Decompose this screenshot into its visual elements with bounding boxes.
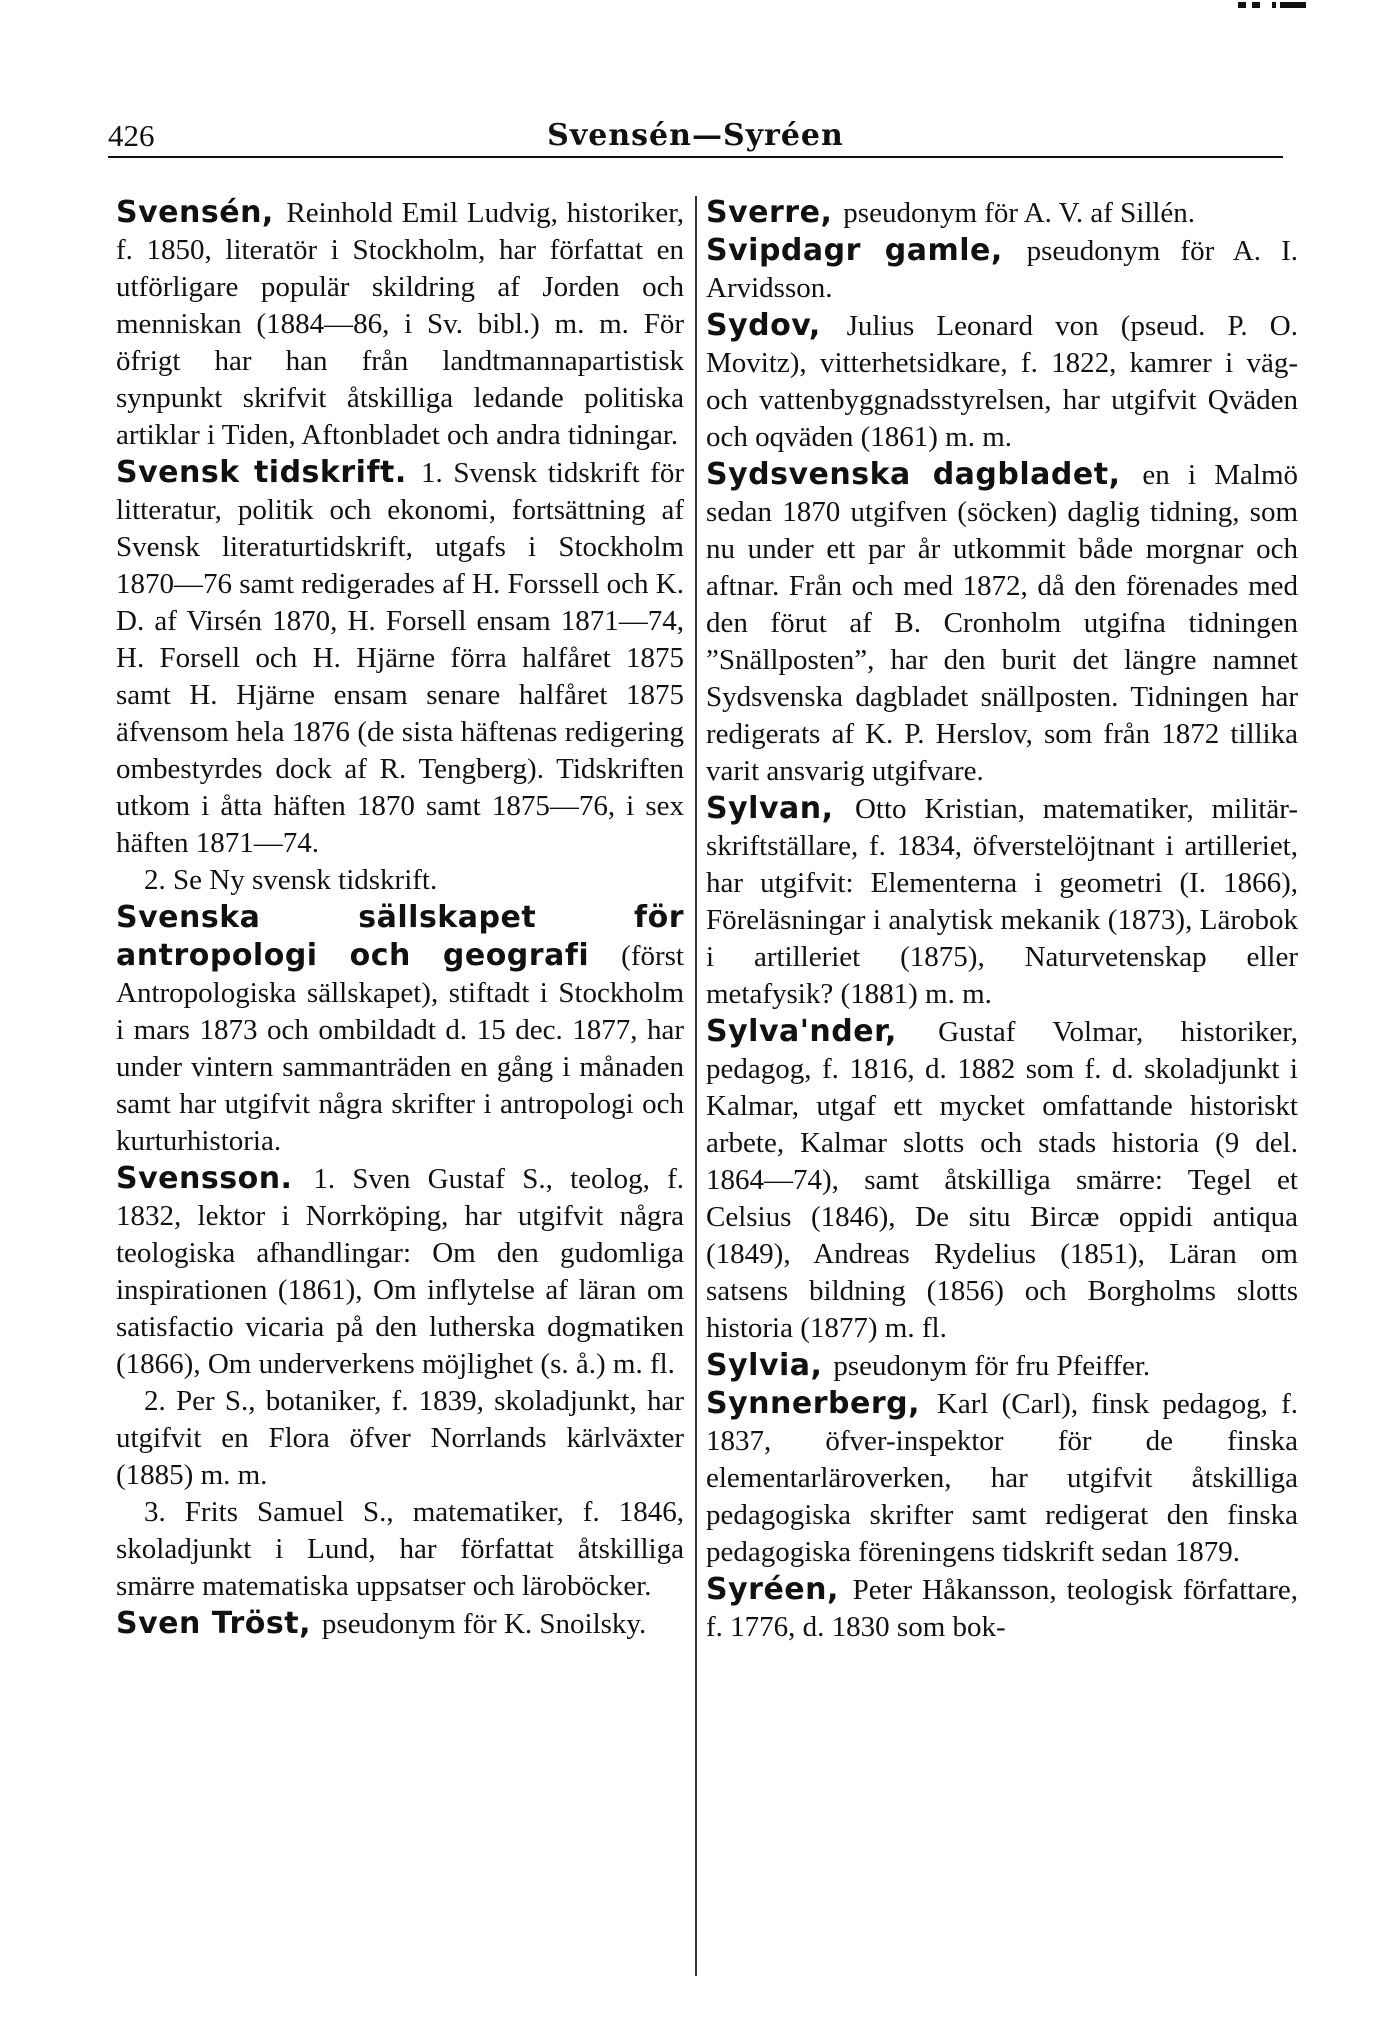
entry-text: Peter Håkansson, teologisk författare, f. 1776, d. 1830 som bok- bbox=[706, 1574, 1299, 1643]
entry-sven-trost bbox=[116, 1605, 684, 1643]
entry-sydsvenska-dagbladet bbox=[706, 456, 1298, 790]
entry-syreen bbox=[706, 1571, 1298, 1646]
headword: Sydov, bbox=[706, 308, 847, 343]
entry-sylvia bbox=[706, 1347, 1298, 1385]
headword: Svensk tidskrift. bbox=[116, 455, 422, 490]
headword: Sverre, bbox=[706, 195, 844, 230]
headword: Sylvia, bbox=[706, 1348, 834, 1383]
headword: Syréen, bbox=[706, 1572, 853, 1607]
entry-svensk-tidskrift bbox=[116, 454, 684, 899]
entry-text: pseudonym för fru Pfeiffer. bbox=[833, 1350, 1151, 1382]
entry-synnerberg bbox=[706, 1385, 1298, 1571]
page-header bbox=[108, 118, 1283, 158]
headword: Sven Tröst, bbox=[116, 1606, 322, 1641]
entry-text: Gustaf Volmar, historiker, pedagog, f. 1816, d. 1882 som f. d. skoladjunkt i Kalmar, utgaf ett mycket omfattande historiskt arbete, Kalmar slotts och stads historia (9 del. 1864—74), samt åtskilliga smärre: Tegel et Celsius (1846), De situ Bircæ oppidi antiqua (1849), Andreas Rydelius (1851), Läran om satsens bildning (1856) och Borgholms slotts historia (1877) m. fl. bbox=[706, 1016, 1298, 1344]
entry-text: en i Malmö sedan 1870 utgifven (söcken) daglig tidning, som nu under ett par år utkommit både morgnar och aftnar. Från och med 1872, då den förenades med den förut af B. Cronholm utgifna tidningen ”Snällposten”, har den burit det längre namnet Sydsvenska dagbladet snällposten. Tidningen har redigerats af K. P. Herslov, som från 1872 tillika varit ansvarig utgifvare. bbox=[706, 459, 1298, 787]
headword: Sylvan, bbox=[706, 791, 855, 826]
headword: Svipdagr gamle, bbox=[706, 233, 1027, 268]
right-column bbox=[706, 194, 1298, 1646]
entry-subentry: 2. Per S., botaniker, f. 1839, skoladjunkt, har utgifvit en Flora öfver Norrlands kärlväxter (1885) m. m. bbox=[116, 1385, 684, 1491]
entry-text: Karl (Carl), finsk pedagog, f. 1837, öfver-inspektor för de finska elementarläroverken, har utgifvit åtskilliga pedagogiska skrifter samt redigerat den finska pedagogiska föreningens tidskrift sedan 1879. bbox=[706, 1388, 1298, 1568]
entry-text: 1. Sven Gustaf S., teolog, f. 1832, lektor i Norrköping, har utgifvit några teologiska afhandlingar: Om den gudomliga inspirationen (1861), Om inflytelse af läran om satisfactio vicaria på den lutherska dogmatiken (1866), Om underverkens möjlighet (s. å.) m. fl. bbox=[116, 1163, 684, 1380]
entry-text: pseudonym för K. Snoilsky. bbox=[321, 1608, 647, 1640]
running-head: Svensén—Syréen bbox=[547, 118, 844, 153]
entry-sydov bbox=[706, 307, 1298, 456]
page-number: 426 bbox=[108, 118, 155, 153]
entry-text: pseudonym för A. V. af Sillén. bbox=[843, 197, 1196, 229]
entry-svipdagr bbox=[706, 232, 1298, 307]
headword: Svensén, bbox=[116, 195, 287, 230]
entry-text: Otto Kristian, matematiker, militär-skriftställare, f. 1834, öfverstelöjtnant i artilleriet, har utgifvit: Elementerna i geometri (I. 1866), Föreläsningar i analytisk mekanik (1873), Lärobok i artilleriet (1875), Naturvetenskap eller metafysik? (1881) m. m. bbox=[706, 793, 1298, 1010]
entry-svenska-sallskapet bbox=[116, 899, 684, 1160]
headword: Sydsvenska dagbladet, bbox=[706, 457, 1143, 492]
entry-subentry: 2. Se Ny svensk tidskrift. bbox=[144, 864, 438, 896]
entry-svensson bbox=[116, 1160, 684, 1605]
entry-text: 1. Svensk tidskrift för litteratur, politik och ekonomi, fortsättning af Svensk literaturtidskrift, utgafs i Stockholm 1870—76 samt redigerades af H. Forssell och K. D. af Virsén 1870, H. Forsell ensam 1871—74, H. Forsell och H. Hjärne förra halfåret 1875 samt H. Hjärne ensam senare halfåret 1875 äfvensom hela 1876 (de sista häftenas redigering ombestyrdes dock af R. Tengberg). Tidskriften utkom i åtta häften 1870 samt 1875—76, i sex häften 1871—74. bbox=[116, 457, 684, 859]
entry-text: Julius Leonard von (pseud. P. O. Movitz), vitterhetsidkare, f. 1822, kamrer i väg- och vattenbyggnadsstyrelsen, har utgifvit Qväden och oqväden (1861) m. m. bbox=[706, 310, 1298, 453]
column-divider bbox=[695, 196, 697, 1976]
entry-svensen bbox=[116, 194, 684, 454]
entry-text: pseudonym för A. I. Arvidsson. bbox=[706, 235, 1299, 304]
entry-text: (först Antropologiska sällskapet), stiftadt i Stockholm i mars 1873 och ombildadt d. 15 dec. 1877, har under vintern sammanträden en gång i månaden samt har utgifvit några skrifter i antropologi och kurturhistoria. bbox=[116, 940, 684, 1157]
headword: Svensson. bbox=[116, 1161, 314, 1196]
entry-subentry: 3. Frits Samuel S., matematiker, f. 1846, skoladjunkt i Lund, har författat åtskilliga smärre matematiska uppsatser och läroböcker. bbox=[116, 1496, 684, 1602]
header-rule bbox=[108, 156, 1283, 158]
entry-sverre bbox=[706, 194, 1298, 232]
print-mark bbox=[1238, 0, 1308, 12]
entry-sylvander bbox=[706, 1013, 1298, 1347]
headword: Sylva'nder, bbox=[706, 1014, 939, 1049]
headword: Synnerberg, bbox=[706, 1386, 937, 1421]
left-column bbox=[116, 194, 684, 1643]
entry-sylvan bbox=[706, 790, 1298, 1013]
headword: Svenska sällskapet för antropologi och geografi bbox=[116, 900, 684, 973]
entry-text: Reinhold Emil Ludvig, historiker, f. 1850, literatör i Stockholm, har författat en utförligare populär skildring af Jorden och menniskan (1884—86, i Sv. bibl.) m. m. För öfrigt har han från landtmannapartistisk synpunkt skrifvit åtskilliga ledande politiska artiklar i Tiden, Aftonbladet och andra tidningar. bbox=[116, 197, 684, 451]
